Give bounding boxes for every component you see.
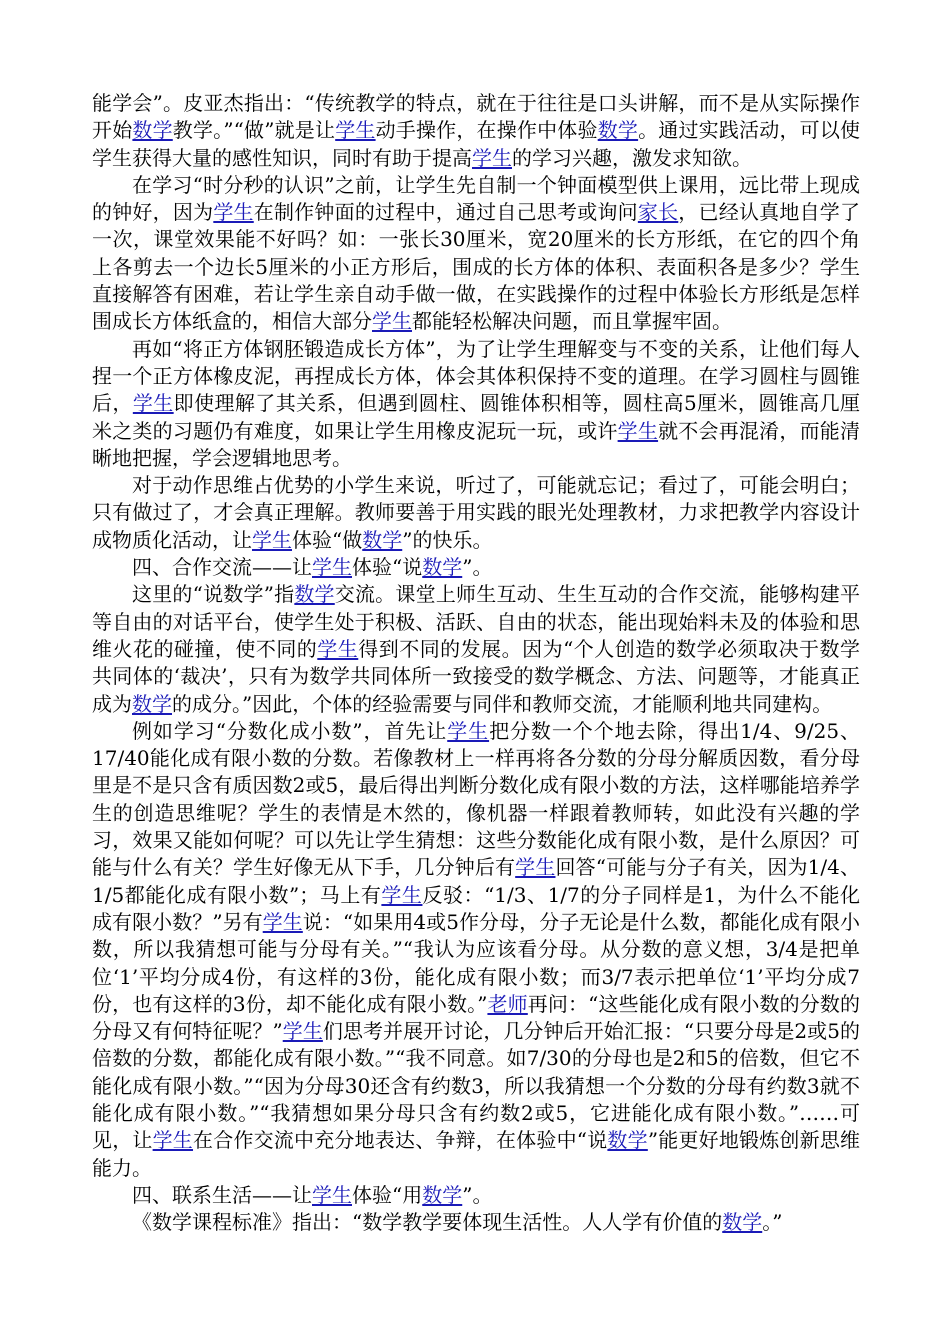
text-run: 说：“如果用4或5作分母，分子无论是什么数，都能化成有限小数，所以我猜想可能与分母有关。”“我认为应该看分母。从分数的意义想，3/4是把单位‘1’平均分成4份，有这样的3份，能化成有限小数；而3/7表示把单位‘1’平均分成7份，也有这样的3份，却不能化成有限小数。” bbox=[92, 909, 860, 1016]
text-run: 在学习“时分秒的认识”之前，让学生先自制一个钟面模型供上课用，远比带上现成的钟好，因为 bbox=[92, 172, 860, 225]
text-run: 这里的“说数学”指 bbox=[132, 582, 295, 607]
keyword-link[interactable]: 数学 bbox=[294, 582, 335, 607]
keyword-link[interactable]: 学生 bbox=[472, 145, 512, 170]
text-run: 回答“可能与分子有关，因为1/4、1/5都能化成有限小数”；马上有 bbox=[92, 855, 861, 907]
keyword-link[interactable]: 学生 bbox=[515, 855, 556, 880]
text-run: 的成分。”因此，个体的经验需要与同伴和教师交流，才能顺利地共同建构。 bbox=[172, 691, 833, 716]
text-run: 再如“将正方体钢胚锻造成长方体”，为了让学生理解变与不变的关系，让他们每人捏一个正方体橡皮泥，再捏成长方体，体会其体积保持不变的道理。在学习圆柱与圆锥后， bbox=[92, 336, 860, 416]
paragraph-2 bbox=[92, 172, 860, 336]
keyword-link[interactable]: 学生 bbox=[213, 200, 254, 225]
text-run: 再问：“这些能化成有限小数的分数的分母又有何特征呢？” bbox=[92, 991, 860, 1044]
text-run: 即使理解了其关系，但遇到圆柱、圆锥体积相等，圆柱高5厘米，圆锥高几厘米之类的习题仍有难度，如果让学生用橡皮泥玩一玩，或许 bbox=[92, 391, 860, 443]
text-run: 在制作钟面的过程中，通过自己思考或询问 bbox=[253, 200, 638, 225]
text-run: 对于动作思维占优势的小学生来说，听过了，可能就忘记；看过了，可能会明白；只有做过了，才会真正理解。教师要善于用实践的眼光处理教材，力求把教学内容设计成物质化活动，让 bbox=[92, 473, 860, 552]
keyword-link[interactable]: 学生 bbox=[372, 309, 412, 334]
text-run: 。通过实践活动，可以使学生获得大量的感性知识，同时有助于提高 bbox=[92, 118, 861, 170]
paragraph-4 bbox=[92, 472, 860, 554]
text-run: ，已经认真地自学了一次，课堂效果能不好吗？如：一张长30厘米，宽20厘米的长方形纸，在它的四个角上各剪去一个边长5厘米的小正方形后，围成的长方体的体积、表面积各是多少？学生直接解答有困难，若让学生亲自动手做一做，在实践操作的过程中体验长方形纸是怎样围成长方体纸盒的，相信大部分 bbox=[92, 200, 861, 334]
keyword-link[interactable]: 学生 bbox=[252, 527, 292, 552]
keyword-link[interactable]: 学生 bbox=[282, 1019, 323, 1044]
keyword-link[interactable]: 数学 bbox=[132, 118, 173, 143]
keyword-link[interactable]: 学生 bbox=[335, 118, 376, 143]
text-run: 们思考并展开讨论，几分钟后开始汇报：“只要分母是2或5的倍数的分数，都能化成有限小数。”“我不同意。如7/30的分母也是2和5的倍数，但它不能化成有限小数。”“因为分母30还含有约数3，所以我猜想一个分数的分母有约数3就不能化成有限小数。”“我猜想如果分母只含有约数2或5，它进能化成有限小数。”……可见，让 bbox=[92, 1019, 861, 1153]
keyword-link[interactable]: 学生 bbox=[312, 555, 352, 580]
text-run: ”能更好地锻炼创新思维能力。 bbox=[92, 1128, 861, 1180]
keyword-link[interactable]: 学生 bbox=[152, 1128, 194, 1153]
keyword-link[interactable]: 学生 bbox=[312, 1182, 352, 1207]
keyword-link[interactable]: 老师 bbox=[487, 991, 528, 1016]
keyword-link[interactable]: 学生 bbox=[132, 391, 174, 416]
text-run: 把分数一个个地去除，得出1/4、9/25、17/40能化成有限小数的分数。若像教材上一样再将各分数的分母分解质因数，看分母里是不是只含有质因数2或5，最后得出判断分数化成有限小数的方法，这样哪能培养学生的创造思维呢？学生的表情是木然的，像机器一样跟着教师转，如此没有兴趣的学习，效果又能如何呢？可以先让学生猜想：这些分数能化成有限小数，是什么原因？可能与什么有关？学生好像无从下手，几分钟后有 bbox=[92, 718, 861, 880]
text-run: 体验“用 bbox=[352, 1182, 423, 1207]
text-run: 教学。”“做”就是让 bbox=[172, 118, 336, 143]
keyword-link[interactable]: 学生 bbox=[381, 882, 423, 907]
paragraph-7 bbox=[92, 1209, 860, 1236]
keyword-link[interactable]: 数学 bbox=[362, 527, 403, 552]
text-run: 反驳：“1/3、1/7的分子同样是1，为什么不能化成有限小数？”另有 bbox=[92, 882, 860, 934]
keyword-link[interactable]: 数学 bbox=[722, 1210, 763, 1235]
keyword-link[interactable]: 数学 bbox=[607, 1128, 648, 1153]
keyword-link[interactable]: 数学 bbox=[422, 555, 463, 580]
text-run: ”的快乐。 bbox=[402, 527, 493, 552]
keyword-link[interactable]: 学生 bbox=[317, 636, 359, 661]
text-run: 。” bbox=[762, 1210, 783, 1235]
paragraph-3 bbox=[92, 336, 860, 472]
keyword-link[interactable]: 数学 bbox=[132, 691, 172, 716]
text-run: 的学习兴趣，激发求知欲。 bbox=[512, 145, 752, 170]
keyword-link[interactable]: 数学 bbox=[422, 1182, 463, 1207]
section-heading-cooperation bbox=[92, 554, 860, 581]
paragraph-1 bbox=[92, 90, 860, 172]
document-body bbox=[92, 90, 860, 1236]
text-run: 体验“做 bbox=[292, 527, 363, 552]
text-run: 例如学习“分数化成小数”，首先让 bbox=[132, 718, 448, 743]
paragraph-5 bbox=[92, 581, 860, 717]
text-run: 动手操作，在操作中体验 bbox=[375, 118, 598, 143]
text-run: 得到不同的发展。因为“个人创造的数学必须取决于数学共同体的‘裁决’，只有为数学共同体所一致接受的数学概念、方法、问题等，才能真正成为 bbox=[92, 636, 861, 716]
text-run: 四、联系生活——让 bbox=[132, 1182, 312, 1207]
keyword-link[interactable]: 学生 bbox=[262, 909, 303, 934]
keyword-link[interactable]: 家长 bbox=[637, 200, 679, 225]
text-run: 交流。课堂上师生互动、生生互动的合作交流，能够构建平等自由的对话平台，使学生处于积极、活跃、自由的状态，能出现始料未及的体验和思维火花的碰撞，使不同的 bbox=[92, 582, 861, 661]
text-run: 体验“说 bbox=[352, 555, 423, 580]
keyword-link[interactable]: 数学 bbox=[597, 118, 639, 143]
text-run: 在合作交流中充分地表达、争辩，在体验中“说 bbox=[193, 1128, 608, 1153]
text-run: 《数学课程标准》指出：“数学教学要体现生活性。人人学有价值的 bbox=[132, 1210, 723, 1235]
keyword-link[interactable]: 学生 bbox=[617, 418, 659, 443]
text-run: 就不会再混淆，而能清晰地把握，学会逻辑地思考。 bbox=[92, 418, 861, 470]
text-run: ”。 bbox=[462, 1182, 493, 1207]
keyword-link[interactable]: 学生 bbox=[447, 718, 490, 743]
text-run: ”。 bbox=[462, 555, 493, 580]
text-run: 能学会”。皮亚杰指出：“传统教学的特点，就在于往往是口头讲解，而不是从实际操作开始 bbox=[92, 91, 860, 143]
text-run: 都能轻松解决问题，而且掌握牢固。 bbox=[412, 309, 732, 334]
section-heading-life bbox=[92, 1182, 860, 1209]
paragraph-6 bbox=[92, 718, 860, 1182]
text-run: 四、合作交流——让 bbox=[132, 555, 312, 580]
